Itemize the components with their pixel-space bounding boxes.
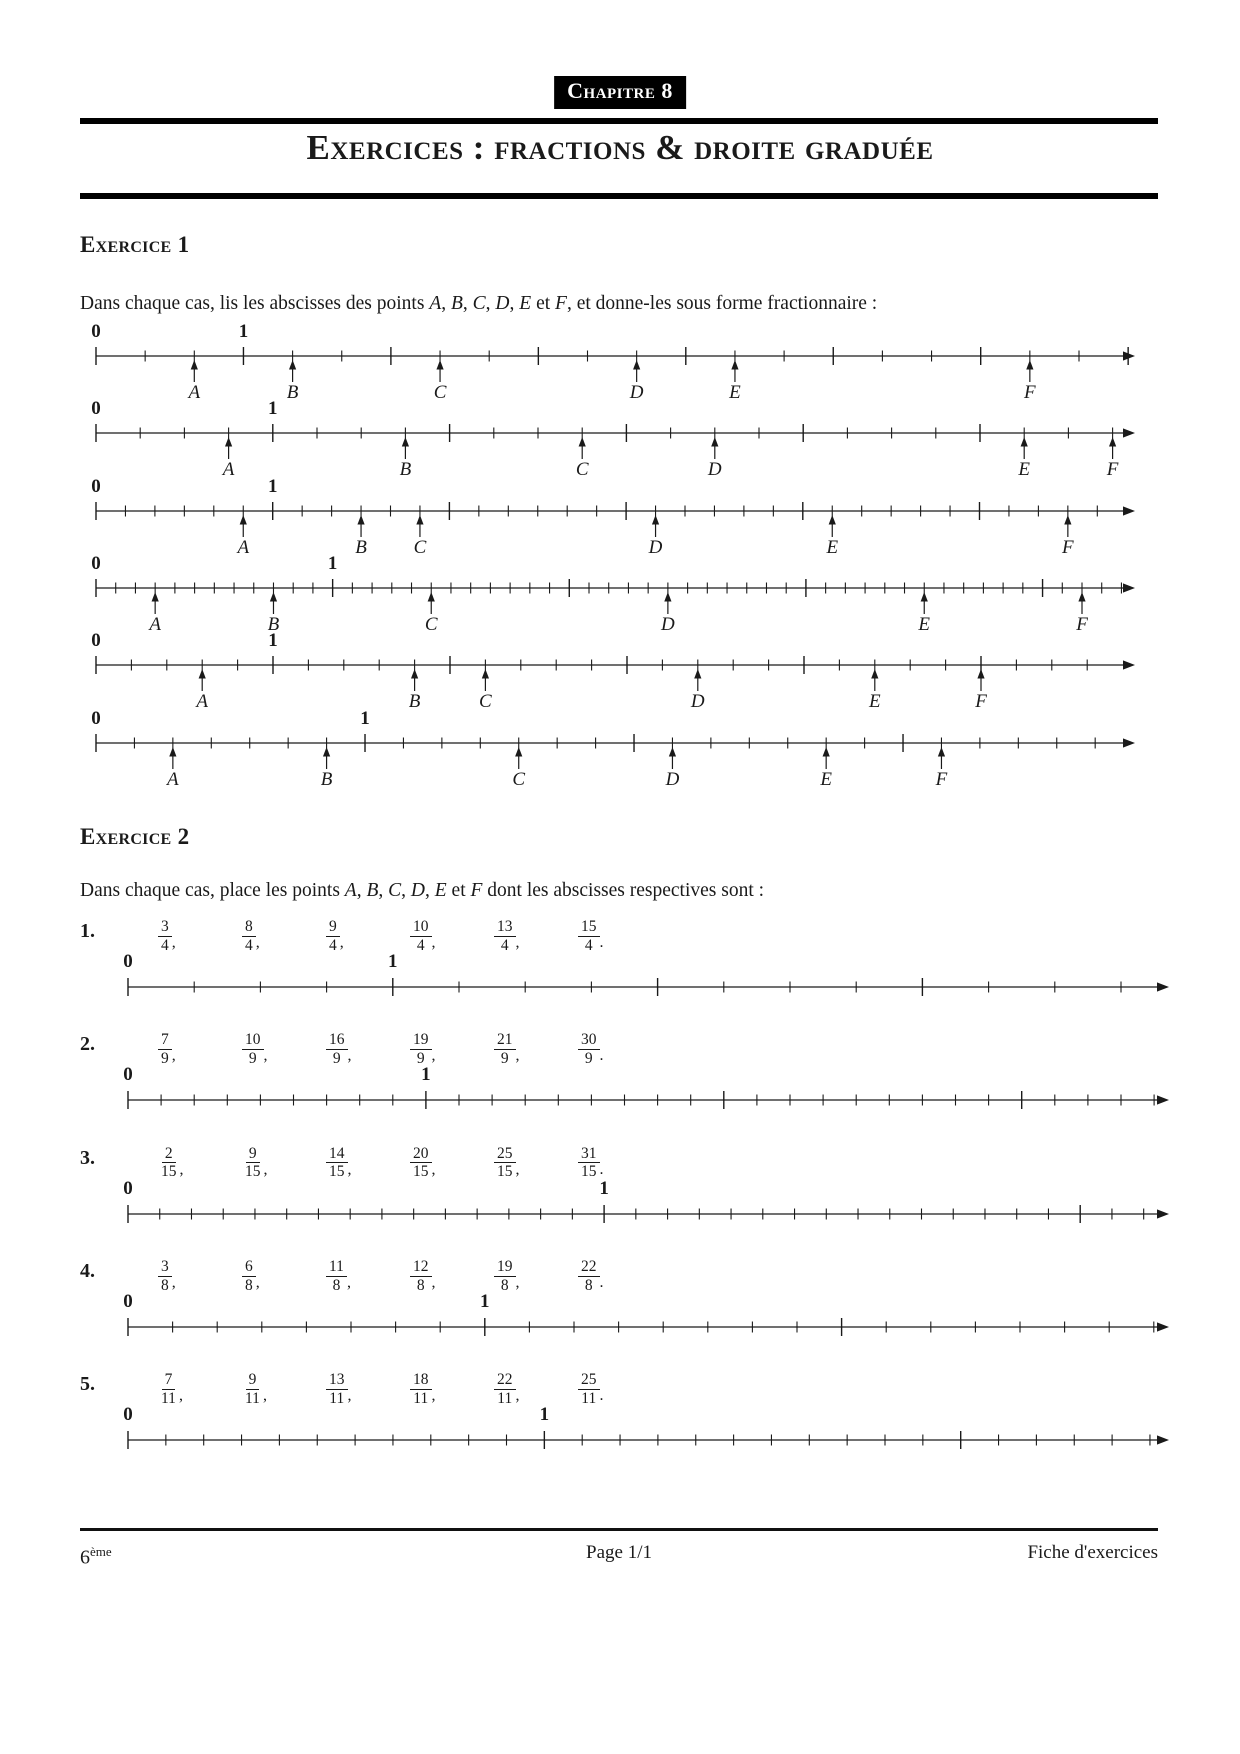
item-number: 1. xyxy=(80,920,95,942)
zero-label: 0 xyxy=(91,399,101,420)
point-label: B xyxy=(267,613,280,632)
axis-arrowhead-icon xyxy=(1157,1322,1169,1331)
up-arrowhead-icon xyxy=(411,669,418,679)
exercise2-intro xyxy=(80,880,1160,902)
point-arrow xyxy=(289,360,296,382)
point-label: D xyxy=(661,613,675,632)
up-arrowhead-icon xyxy=(482,669,489,679)
exercise2-item xyxy=(0,1031,1240,1144)
zero-label: 0 xyxy=(123,954,133,972)
point-label: D xyxy=(665,768,680,787)
point-arrow xyxy=(152,592,159,614)
fraction-cell xyxy=(578,1031,662,1068)
up-arrowhead-icon xyxy=(240,515,247,525)
fraction-cell xyxy=(242,918,326,955)
point-letter: A xyxy=(344,880,357,901)
item-number: 3. xyxy=(80,1146,95,1169)
zero-label: 0 xyxy=(91,631,101,652)
zero-label: 0 xyxy=(123,1180,133,1199)
point-arrow xyxy=(416,515,423,537)
exercise1-number-line xyxy=(0,631,1240,709)
fraction-separator: , xyxy=(347,1160,352,1178)
fraction-list xyxy=(158,1258,662,1295)
point-arrow xyxy=(669,747,676,769)
footer-page-number: Page 1/1 xyxy=(586,1542,652,1563)
up-arrowhead-icon xyxy=(829,515,836,525)
one-label: 1 xyxy=(599,1180,609,1199)
axis-arrowhead-icon xyxy=(1157,1436,1169,1445)
fraction: $\frac{22}{8}$ xyxy=(578,1258,600,1295)
point-letter: D xyxy=(410,880,425,901)
point-label: A xyxy=(237,536,250,555)
up-arrowhead-icon xyxy=(664,592,671,602)
point-label: E xyxy=(918,613,931,632)
fraction-separator: . xyxy=(599,1273,604,1291)
fraction-cell xyxy=(578,1258,662,1295)
point-arrow xyxy=(169,747,176,769)
one-label: 1 xyxy=(360,708,370,729)
point-label: F xyxy=(935,768,948,787)
up-arrowhead-icon xyxy=(711,437,718,447)
point-arrow xyxy=(411,669,418,691)
point-letter: B xyxy=(450,293,463,314)
fraction-separator: , xyxy=(515,1047,520,1065)
exercise1-heading: Exercice 1 xyxy=(80,232,190,257)
one-label: 1 xyxy=(388,954,398,972)
point-label: D xyxy=(690,691,705,710)
up-arrowhead-icon xyxy=(289,360,296,370)
fraction: $\frac{20}{15}$ xyxy=(410,1145,432,1182)
title-rule-top xyxy=(80,118,1158,124)
up-arrowhead-icon xyxy=(436,360,443,370)
fraction: $\frac{3}{8}$ xyxy=(158,1258,172,1295)
fraction: $\frac{10}{4}$ xyxy=(410,918,432,955)
point-label: A xyxy=(196,691,209,710)
fraction-separator: , xyxy=(347,1387,352,1405)
fraction-cell xyxy=(158,918,242,955)
point-letter: D xyxy=(495,293,510,314)
up-arrowhead-icon xyxy=(199,669,206,679)
point-label: B xyxy=(286,382,299,400)
zero-label: 0 xyxy=(91,708,101,729)
zero-label: 0 xyxy=(91,322,101,342)
up-arrowhead-icon xyxy=(1021,437,1028,447)
up-arrowhead-icon xyxy=(731,360,738,370)
fraction: $\frac{9}{15}$ xyxy=(245,1144,261,1181)
point-label: F xyxy=(1024,382,1036,400)
fraction: $\frac{25}{15}$ xyxy=(494,1145,516,1182)
title-rule-bottom xyxy=(80,193,1158,199)
footer-rule xyxy=(80,1528,1158,1531)
fraction-cell xyxy=(158,1371,242,1408)
item-number: 5. xyxy=(80,1373,95,1396)
item-number: 4. xyxy=(80,1259,95,1282)
point-label: A xyxy=(167,768,179,787)
fraction-separator: . xyxy=(599,934,604,951)
fraction: $\frac{14}{15}$ xyxy=(326,1145,348,1182)
point-arrow xyxy=(357,515,364,537)
exercise2-number-line xyxy=(0,1407,1240,1471)
fraction-separator: , xyxy=(515,934,520,951)
up-arrowhead-icon xyxy=(694,669,701,679)
fraction-separator: . xyxy=(599,1160,604,1178)
point-arrow xyxy=(829,515,836,537)
fraction-separator: , xyxy=(263,1160,268,1178)
up-arrowhead-icon xyxy=(402,437,409,447)
fraction-cell xyxy=(326,1031,410,1068)
fraction-separator: , xyxy=(171,934,176,951)
fraction-cell xyxy=(410,1371,494,1408)
axis-arrowhead-icon xyxy=(1123,661,1135,670)
axis-arrowhead-icon xyxy=(1123,506,1135,515)
point-letter: C xyxy=(388,880,402,901)
fraction-cell xyxy=(242,1031,326,1068)
fraction: $\frac{9}{4}$ xyxy=(326,918,340,955)
point-arrow xyxy=(711,437,718,459)
point-arrow xyxy=(323,747,330,769)
fraction-cell xyxy=(158,1145,242,1182)
up-arrowhead-icon xyxy=(633,360,640,370)
fraction-cell xyxy=(494,1258,578,1295)
up-arrowhead-icon xyxy=(225,437,232,447)
point-label: C xyxy=(424,613,438,632)
item-number: 2. xyxy=(80,1033,95,1056)
point-arrow xyxy=(694,669,701,691)
point-arrow xyxy=(921,592,928,614)
fraction-cell xyxy=(242,1371,326,1408)
exercise2-item xyxy=(0,1258,1240,1371)
point-label: C xyxy=(512,768,526,787)
point-arrow xyxy=(199,669,206,691)
up-arrowhead-icon xyxy=(1026,360,1033,370)
axis-arrowhead-icon xyxy=(1157,1209,1169,1218)
intro-text: , xyxy=(356,880,367,901)
fraction-cell xyxy=(578,1145,662,1182)
fraction: $\frac{16}{9}$ xyxy=(326,1031,348,1068)
fraction: $\frac{15}{4}$ xyxy=(578,918,600,955)
up-arrowhead-icon xyxy=(579,437,586,447)
intro-text: , xyxy=(509,293,520,314)
point-arrow xyxy=(1109,437,1116,459)
one-label: 1 xyxy=(268,399,278,420)
fraction: $\frac{18}{11}$ xyxy=(410,1371,432,1408)
fraction: $\frac{8}{4}$ xyxy=(242,918,256,955)
point-arrow xyxy=(1078,592,1085,614)
point-arrow xyxy=(402,437,409,459)
point-letter: C xyxy=(472,293,486,314)
point-label: D xyxy=(648,536,663,555)
fraction-cell xyxy=(578,1371,662,1408)
fraction-separator: , xyxy=(431,1160,436,1178)
up-arrowhead-icon xyxy=(416,515,423,525)
intro-text: , xyxy=(401,880,411,901)
fraction: $\frac{31}{15}$ xyxy=(578,1145,600,1182)
point-label: E xyxy=(729,382,741,400)
fraction: $\frac{25}{11}$ xyxy=(578,1371,600,1408)
point-arrow xyxy=(823,747,830,769)
footer-grade-label: 6ème xyxy=(80,1544,112,1569)
fraction-list xyxy=(158,1031,662,1068)
exercise2-heading: Exercice 2 xyxy=(80,824,190,849)
up-arrowhead-icon xyxy=(669,747,676,757)
intro-text: , xyxy=(441,293,451,314)
exercise2-number-line xyxy=(0,1181,1240,1245)
one-label: 1 xyxy=(267,476,278,497)
fraction-cell xyxy=(326,918,410,955)
intro-text: , xyxy=(485,293,496,314)
axis-arrowhead-icon xyxy=(1157,1096,1169,1105)
fraction: $\frac{13}{4}$ xyxy=(494,918,516,955)
axis-arrowhead-icon xyxy=(1157,982,1169,991)
fraction-cell xyxy=(578,918,662,955)
fraction-separator: , xyxy=(431,934,436,951)
one-label: 1 xyxy=(421,1067,431,1086)
point-label: A xyxy=(188,382,201,400)
fraction-separator: , xyxy=(431,1047,436,1065)
point-letter: E xyxy=(434,880,447,901)
point-arrow xyxy=(436,360,443,382)
fraction: $\frac{21}{9}$ xyxy=(494,1031,516,1068)
zero-label: 0 xyxy=(91,553,101,574)
point-label: C xyxy=(575,459,589,478)
exercise2-item xyxy=(0,918,1240,1031)
intro-text: dont les abscisses respectives sont : xyxy=(482,880,765,901)
up-arrowhead-icon xyxy=(938,747,945,757)
fraction-cell xyxy=(410,1145,494,1182)
point-label: C xyxy=(433,382,447,400)
up-arrowhead-icon xyxy=(169,747,176,757)
fraction-cell xyxy=(326,1258,410,1295)
fraction-separator: , xyxy=(179,1160,184,1178)
exercise1-intro xyxy=(80,293,1160,315)
point-label: A xyxy=(149,613,161,632)
fraction-cell xyxy=(410,918,494,955)
fraction-separator: , xyxy=(171,1273,176,1291)
up-arrowhead-icon xyxy=(652,515,659,525)
point-label: C xyxy=(413,536,427,555)
fraction-cell xyxy=(326,1145,410,1182)
fraction-separator: . xyxy=(599,1387,604,1405)
exercise1-number-line xyxy=(0,399,1240,477)
page-title: Exercices : fractions & droite graduée xyxy=(306,128,934,167)
point-label: D xyxy=(707,459,722,478)
axis-arrowhead-icon xyxy=(1123,351,1135,360)
point-arrow xyxy=(652,515,659,537)
point-label: F xyxy=(1106,459,1119,478)
one-label: 1 xyxy=(327,553,338,574)
fraction: $\frac{13}{11}$ xyxy=(326,1371,348,1408)
zero-label: 0 xyxy=(123,1293,133,1312)
intro-text: et xyxy=(531,293,556,314)
fraction-list xyxy=(158,1371,662,1408)
up-arrowhead-icon xyxy=(152,592,159,602)
fraction-separator: , xyxy=(171,1047,176,1065)
up-arrowhead-icon xyxy=(1078,592,1085,602)
fraction-cell xyxy=(494,1031,578,1068)
one-label: 1 xyxy=(268,631,278,652)
fraction-separator: , xyxy=(347,1047,352,1065)
up-arrowhead-icon xyxy=(977,669,984,679)
fraction: $\frac{9}{11}$ xyxy=(245,1371,260,1407)
fraction-cell xyxy=(242,1258,326,1295)
up-arrowhead-icon xyxy=(191,360,198,370)
fraction: $\frac{22}{11}$ xyxy=(494,1371,516,1408)
fraction-list xyxy=(158,918,662,955)
fraction-separator: , xyxy=(515,1160,520,1178)
point-arrow xyxy=(270,592,277,614)
fraction-separator: , xyxy=(178,1387,183,1405)
exercise1-number-line xyxy=(0,477,1240,555)
up-arrowhead-icon xyxy=(871,669,878,679)
one-label: 1 xyxy=(480,1293,490,1312)
point-arrow xyxy=(664,592,671,614)
fraction: $\frac{2}{15}$ xyxy=(161,1144,177,1181)
fraction: $\frac{30}{9}$ xyxy=(578,1031,600,1068)
exercise1-number-line xyxy=(0,554,1240,632)
point-letter: E xyxy=(519,293,532,314)
one-label: 1 xyxy=(539,1407,550,1426)
point-arrow xyxy=(1026,360,1033,382)
point-label: B xyxy=(399,459,412,478)
point-letter: F xyxy=(470,880,483,901)
fraction-cell xyxy=(158,1031,242,1068)
fraction-separator: , xyxy=(255,934,260,951)
up-arrowhead-icon xyxy=(515,747,522,757)
up-arrowhead-icon xyxy=(323,747,330,757)
point-arrow xyxy=(731,360,738,382)
fraction-separator: , xyxy=(515,1273,520,1291)
footer-sheet-label: Fiche d'exercices xyxy=(1027,1542,1158,1563)
point-letter: F xyxy=(555,293,567,314)
zero-label: 0 xyxy=(123,1067,133,1086)
fraction-cell xyxy=(494,918,578,955)
fraction-cell xyxy=(242,1145,326,1182)
fraction-cell xyxy=(494,1145,578,1182)
point-arrow xyxy=(579,437,586,459)
chapter-badge: Chapitre 8 xyxy=(554,76,686,109)
point-label: E xyxy=(820,768,832,787)
point-arrow xyxy=(428,592,435,614)
zero-label: 0 xyxy=(91,476,101,497)
point-arrow xyxy=(977,669,984,691)
point-label: F xyxy=(1076,613,1088,632)
point-letter: A xyxy=(429,293,442,314)
up-arrowhead-icon xyxy=(823,747,830,757)
fraction-cell xyxy=(410,1031,494,1068)
fraction-separator: , xyxy=(431,1273,436,1291)
axis-arrowhead-icon xyxy=(1123,583,1135,592)
point-arrow xyxy=(515,747,522,769)
intro-text: , xyxy=(462,293,473,314)
exercise1-number-line xyxy=(0,322,1240,400)
exercise1-number-line xyxy=(0,709,1240,787)
point-letter: B xyxy=(366,880,379,901)
point-arrow xyxy=(240,515,247,537)
fraction: $\frac{7}{9}$ xyxy=(158,1031,172,1068)
fraction-cell xyxy=(494,1371,578,1408)
up-arrowhead-icon xyxy=(270,592,277,602)
exercise2-number-line xyxy=(0,954,1240,1018)
fraction-separator: . xyxy=(599,1047,604,1065)
point-label: E xyxy=(1018,459,1031,478)
intro-text: , et donne-les sous forme fractionnaire : xyxy=(566,293,878,314)
point-label: A xyxy=(222,459,235,478)
point-arrow xyxy=(225,437,232,459)
point-label: B xyxy=(408,691,421,710)
up-arrowhead-icon xyxy=(1064,515,1071,525)
zero-label: 0 xyxy=(123,1407,133,1426)
point-label: F xyxy=(975,691,987,710)
point-arrow xyxy=(482,669,489,691)
point-arrow xyxy=(1064,515,1071,537)
fraction: $\frac{7}{11}$ xyxy=(161,1371,176,1407)
point-arrow xyxy=(191,360,198,382)
fraction: $\frac{3}{4}$ xyxy=(158,918,172,955)
up-arrowhead-icon xyxy=(1109,437,1116,447)
intro-text: et xyxy=(446,880,471,901)
point-arrow xyxy=(1021,437,1028,459)
fraction-list xyxy=(158,1145,662,1182)
one-label: 1 xyxy=(238,322,249,342)
fraction-separator: , xyxy=(255,1273,260,1291)
fraction: $\frac{11}{8}$ xyxy=(326,1258,347,1295)
point-label: E xyxy=(868,691,881,710)
point-label: E xyxy=(826,536,839,555)
intro-text: Dans chaque cas, place les points xyxy=(80,880,345,901)
fraction-separator: , xyxy=(515,1387,520,1405)
intro-text: , xyxy=(378,880,389,901)
point-label: B xyxy=(355,536,367,555)
fraction-cell xyxy=(326,1371,410,1408)
fraction-separator: , xyxy=(346,1273,351,1291)
point-arrow xyxy=(938,747,945,769)
fraction-cell xyxy=(410,1258,494,1295)
fraction-separator: , xyxy=(339,934,344,951)
point-label: C xyxy=(479,691,492,710)
axis-arrowhead-icon xyxy=(1123,738,1135,747)
up-arrowhead-icon xyxy=(921,592,928,602)
fraction: $\frac{10}{9}$ xyxy=(242,1031,264,1068)
fraction: $\frac{19}{8}$ xyxy=(494,1258,516,1295)
point-arrow xyxy=(871,669,878,691)
point-label: F xyxy=(1062,536,1074,555)
axis-arrowhead-icon xyxy=(1123,429,1135,438)
up-arrowhead-icon xyxy=(357,515,364,525)
fraction: $\frac{6}{8}$ xyxy=(242,1258,256,1295)
up-arrowhead-icon xyxy=(428,592,435,602)
fraction: $\frac{12}{8}$ xyxy=(410,1258,432,1295)
fraction: $\frac{19}{9}$ xyxy=(410,1031,432,1068)
exercise2-item xyxy=(0,1145,1240,1258)
fraction-cell xyxy=(158,1258,242,1295)
intro-text: Dans chaque cas, lis les abscisses des points xyxy=(80,293,430,314)
fraction-separator: , xyxy=(262,1387,267,1405)
point-arrow xyxy=(633,360,640,382)
fraction-separator: , xyxy=(263,1047,268,1065)
point-label: B xyxy=(320,768,333,787)
intro-text: , xyxy=(425,880,435,901)
exercise2-number-line xyxy=(0,1067,1240,1131)
exercise2-item xyxy=(0,1371,1240,1484)
exercise2-number-line xyxy=(0,1294,1240,1358)
fraction-separator: , xyxy=(431,1387,436,1405)
point-label: D xyxy=(629,382,644,400)
